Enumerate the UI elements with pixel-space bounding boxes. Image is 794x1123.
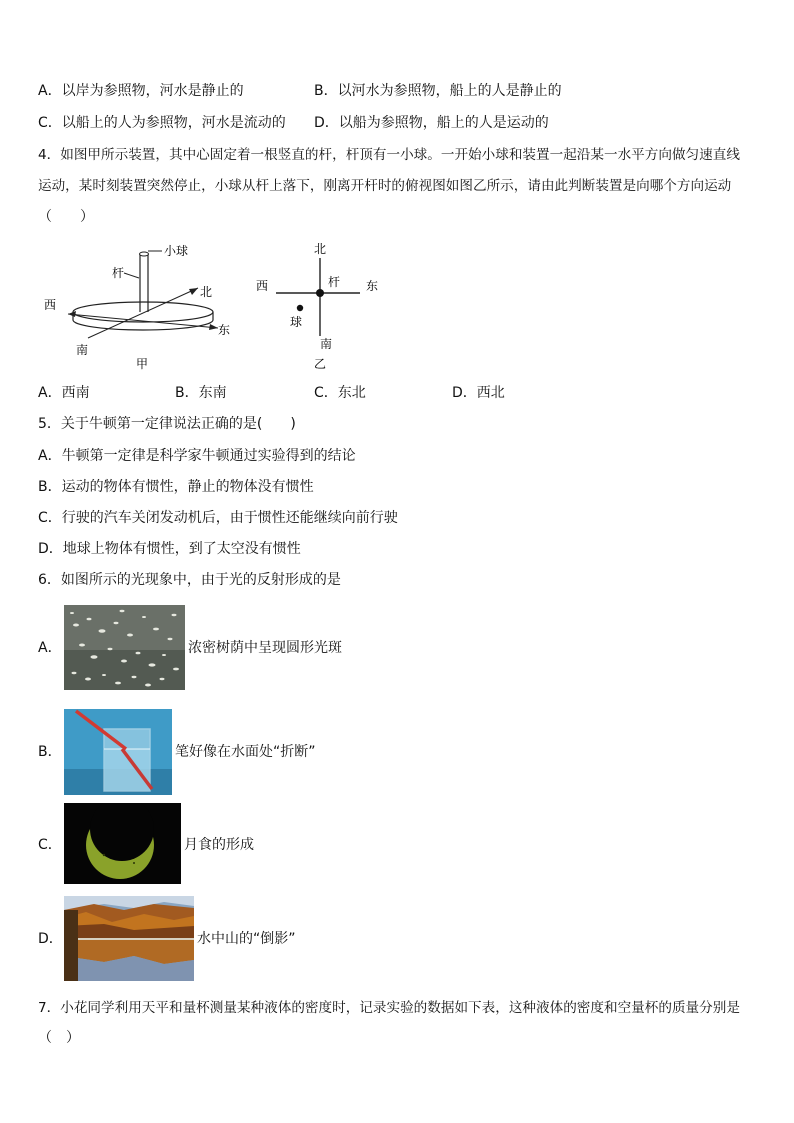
figure-jia xyxy=(38,238,248,373)
q4-option-a: A．西南 xyxy=(38,385,90,401)
q4-option-d: D．西北 xyxy=(452,385,505,401)
yi-north-label: 北 xyxy=(314,242,327,256)
q6-stem: 6．如图所示的光现象中，由于光的反射形成的是 xyxy=(38,572,341,588)
jia-caption: 甲 xyxy=(136,357,149,371)
q5-option-a: A．牛顿第一定律是科学家牛顿通过实验得到的结论 xyxy=(38,448,356,464)
jia-south-label: 南 xyxy=(76,343,89,357)
eclipse-photo xyxy=(64,803,181,884)
q6-option-a-caption: 浓密树荫中呈现圆形光斑 xyxy=(188,640,342,656)
q4-stem-line-2: 运动，某时刻装置突然停止，小球从杆上落下，刚离开杆时的俯视图如图乙所示，请由此判断装置是向哪个方向运动 xyxy=(38,178,732,194)
yi-east-label: 东 xyxy=(366,279,379,293)
q3-option-d: D．以船为参照物，船上的人是运动的 xyxy=(314,115,549,131)
jia-rod-label: 杆 xyxy=(112,266,125,280)
q6-option-d-caption: 水中山的“倒影” xyxy=(197,931,296,947)
q7-answer-blank: （ ） xyxy=(38,1030,80,1046)
q7-stem-line-1: 7．小花同学利用天平和量杯测量某种液体的密度时，记录实验的数据如下表，这种液体的密度和空量杯的质量分别是 xyxy=(38,1000,740,1016)
q5-stem: 5．关于牛顿第一定律说法正确的是( ) xyxy=(38,416,296,432)
q4-option-b: B．东南 xyxy=(175,385,227,401)
q4-stem-line-1: 4．如图甲所示装置，其中心固定着一根竖直的杆，杆顶有一小球。一开始小球和装置一起沿某一水平方向做匀速直线 xyxy=(38,147,740,163)
q4-option-c: C．东北 xyxy=(314,385,366,401)
jia-west-label: 西 xyxy=(44,298,57,312)
yi-ball-dot xyxy=(297,305,303,311)
pencil-in-water-photo xyxy=(64,709,172,795)
q6-option-a-letter: A． xyxy=(38,640,62,656)
q6-option-b-letter: B． xyxy=(38,744,62,760)
mountain-reflection-photo xyxy=(64,896,194,981)
yi-caption: 乙 xyxy=(314,357,327,371)
q5-option-c: C．行驶的汽车关闭发动机后，由于惯性还能继续向前行驶 xyxy=(38,510,398,526)
jia-east-label: 东 xyxy=(218,323,231,337)
yi-rod-dot xyxy=(316,289,324,297)
yi-south-label: 南 xyxy=(320,337,333,351)
q5-option-b: B．运动的物体有惯性，静止的物体没有惯性 xyxy=(38,479,314,495)
q6-option-c-letter: C． xyxy=(38,837,62,853)
yi-west-label: 西 xyxy=(256,279,269,293)
q5-option-d: D．地球上物体有惯性，到了太空没有惯性 xyxy=(38,541,301,557)
q6-option-b-caption: 笔好像在水面处“折断” xyxy=(175,744,316,760)
yi-ball-label: 球 xyxy=(290,315,303,329)
q6-option-d-letter: D． xyxy=(38,931,63,947)
light-spots-photo xyxy=(64,605,185,690)
q3-option-b: B．以河水为参照物，船上的人是静止的 xyxy=(314,83,562,99)
q3-option-a: A．以岸为参照物，河水是静止的 xyxy=(38,83,244,99)
yi-rod-label: 杆 xyxy=(328,275,341,289)
jia-north-label: 北 xyxy=(200,285,213,299)
q6-option-c-caption: 月食的形成 xyxy=(184,837,254,853)
q3-option-c: C．以船上的人为参照物，河水是流动的 xyxy=(38,115,286,131)
jia-ball-label: 小球 xyxy=(164,244,189,258)
figure-yi xyxy=(252,238,387,373)
q4-answer-blank: （ ） xyxy=(38,209,94,225)
